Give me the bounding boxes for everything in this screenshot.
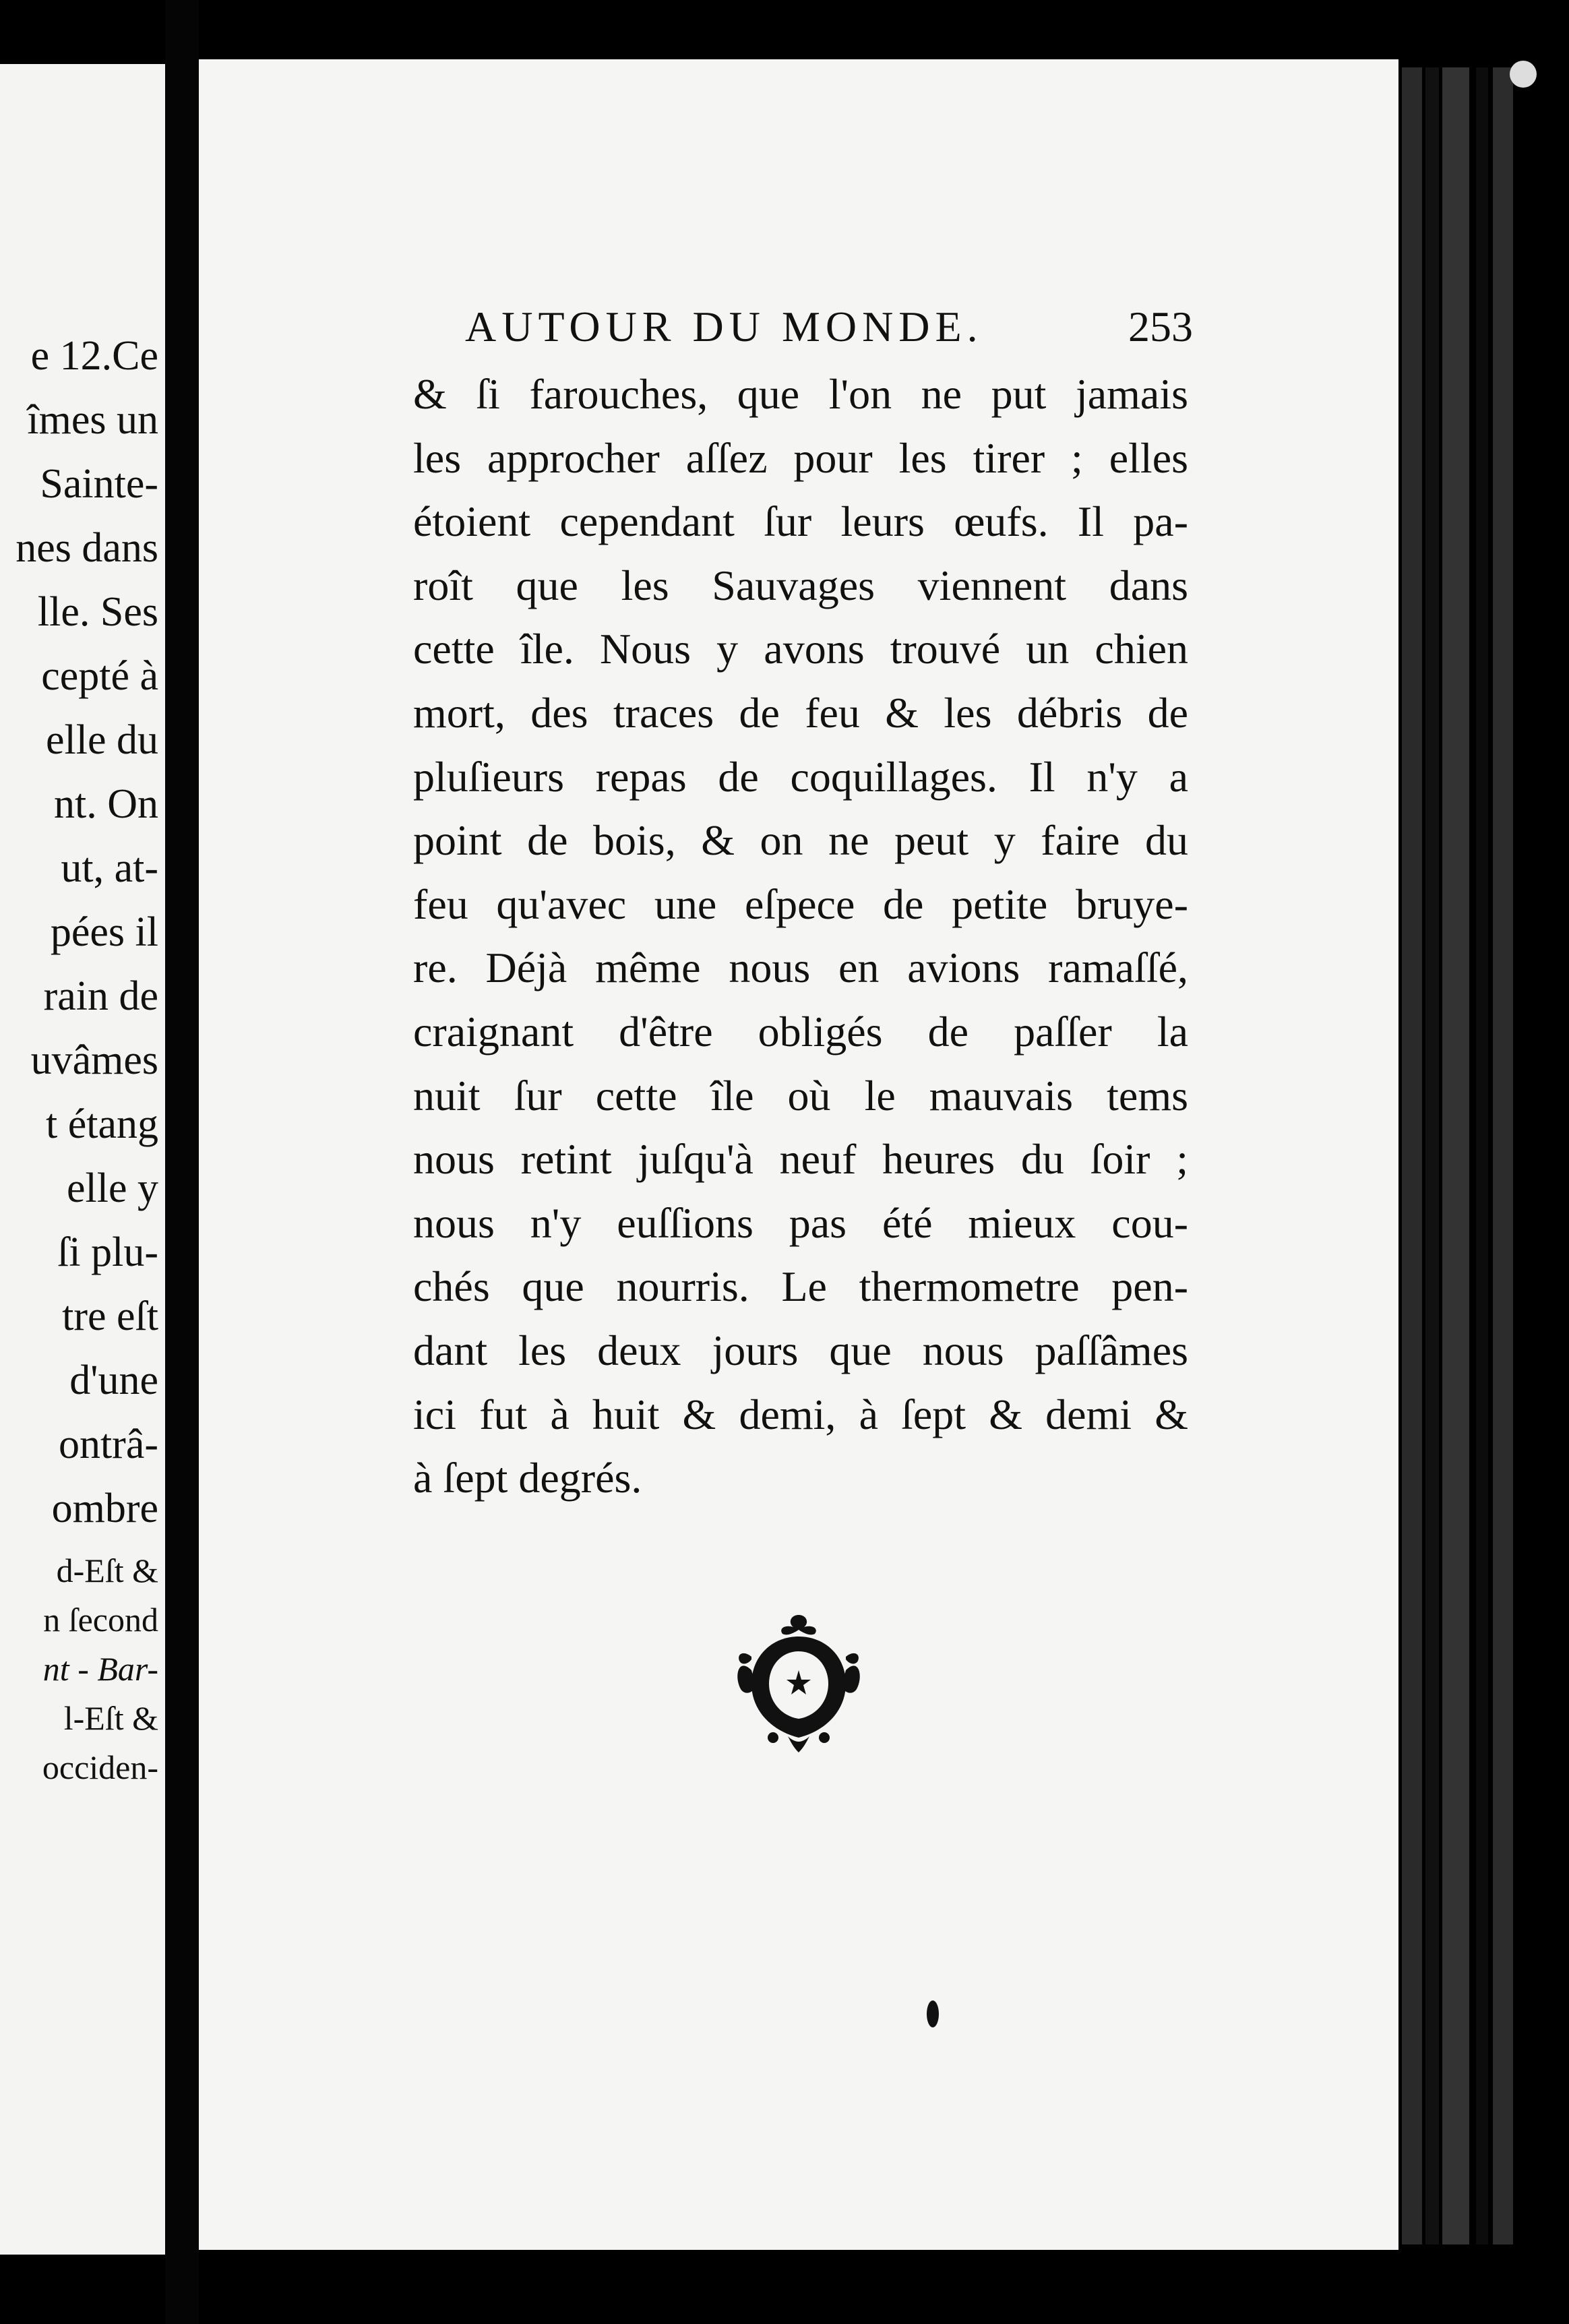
left-page-line: lle. Ses	[37, 589, 158, 635]
text-line: étoient cependant ſur leurs œufs. Il pa-	[413, 497, 1188, 546]
left-page-line: nt. On	[54, 781, 158, 827]
left-page-line: e 12.Ce	[30, 333, 158, 379]
text-line: & ſi farouches, que l'on ne put jamais	[413, 370, 1188, 418]
text-line: craignant d'être obligés de paſſer la	[413, 1007, 1188, 1056]
left-page-line: rain de	[43, 973, 158, 1019]
page-edge	[1476, 67, 1488, 2244]
light-speck	[1510, 61, 1537, 88]
left-page-note-line: l-Eſt &	[63, 1699, 158, 1737]
left-page-line: ontrâ-	[58, 1421, 158, 1467]
left-page-note-line: nt - Bar-	[42, 1650, 158, 1688]
left-page-line: nes dans	[16, 525, 158, 571]
fleuron-ornament-icon	[731, 1610, 866, 1758]
text-line: roît que les Sauvages viennent dans	[413, 561, 1188, 609]
text-line: nuit ſur cette île où le mauvais tems	[413, 1071, 1188, 1120]
left-page-line: d'une	[69, 1357, 158, 1403]
page-edge	[1442, 67, 1469, 2244]
text-line: les approcher aſſez pour les tirer ; elles	[413, 433, 1188, 482]
page-header	[465, 302, 1193, 356]
left-page-line: îmes un	[27, 397, 158, 443]
ink-speck	[927, 2000, 939, 2027]
text-line: dant les deux jours que nous paſſâmes	[413, 1326, 1188, 1374]
left-page-line: ombre	[51, 1486, 158, 1531]
text-line: chés que nourris. Le thermometre pen-	[413, 1262, 1188, 1311]
text-line: pluſieurs repas de coquillages. Il n'y a	[413, 752, 1188, 801]
left-page-line: pées il	[50, 909, 158, 955]
left-page-line: t étang	[46, 1101, 158, 1147]
page-number: 253	[1128, 303, 1193, 350]
text-line: point de bois, & on ne peut y faire du	[413, 816, 1188, 865]
left-page-line: elle y	[67, 1165, 158, 1211]
text-line: à ſept degrés.	[413, 1454, 642, 1502]
text-line: re. Déjà même nous en avions ramaſſé,	[413, 944, 1188, 992]
body-text	[413, 363, 1188, 1510]
left-page-line: ut, at-	[61, 845, 158, 891]
text-line: nous n'y euſſions pas été mieux cou-	[413, 1198, 1188, 1247]
text-line: nous retint juſqu'à neuf heures du ſoir ;	[413, 1135, 1188, 1184]
left-page-note-line: occiden-	[42, 1748, 158, 1786]
left-page-note-line: d-Eſt &	[56, 1552, 158, 1589]
running-head: AUTOUR DU MONDE.	[465, 303, 983, 350]
text-line: cette île. Nous y avons trouvé un chien	[413, 625, 1188, 673]
page-edge	[1425, 67, 1439, 2244]
page-edge	[1402, 67, 1422, 2244]
left-page-line: ſi plu-	[57, 1229, 158, 1275]
page-edge	[1493, 67, 1513, 2244]
text-line: ici fut à huit & demi, à ſept & demi &	[413, 1390, 1188, 1438]
left-page-line: uvâmes	[30, 1037, 158, 1083]
text-line: mort, des traces de feu & les débris de	[413, 688, 1188, 737]
left-facing-page	[0, 64, 169, 2255]
left-page-note-line: n ſecond	[43, 1601, 158, 1639]
left-page-line: elle du	[46, 717, 158, 763]
text-line: feu qu'avec une eſpece de petite bruye-	[413, 880, 1188, 928]
left-page-line: tre eſt	[62, 1293, 158, 1339]
left-page-line: Sainte-	[40, 461, 158, 507]
main-page	[199, 59, 1398, 2250]
left-page-line: cepté à	[41, 653, 158, 699]
book-gutter	[165, 0, 199, 2324]
